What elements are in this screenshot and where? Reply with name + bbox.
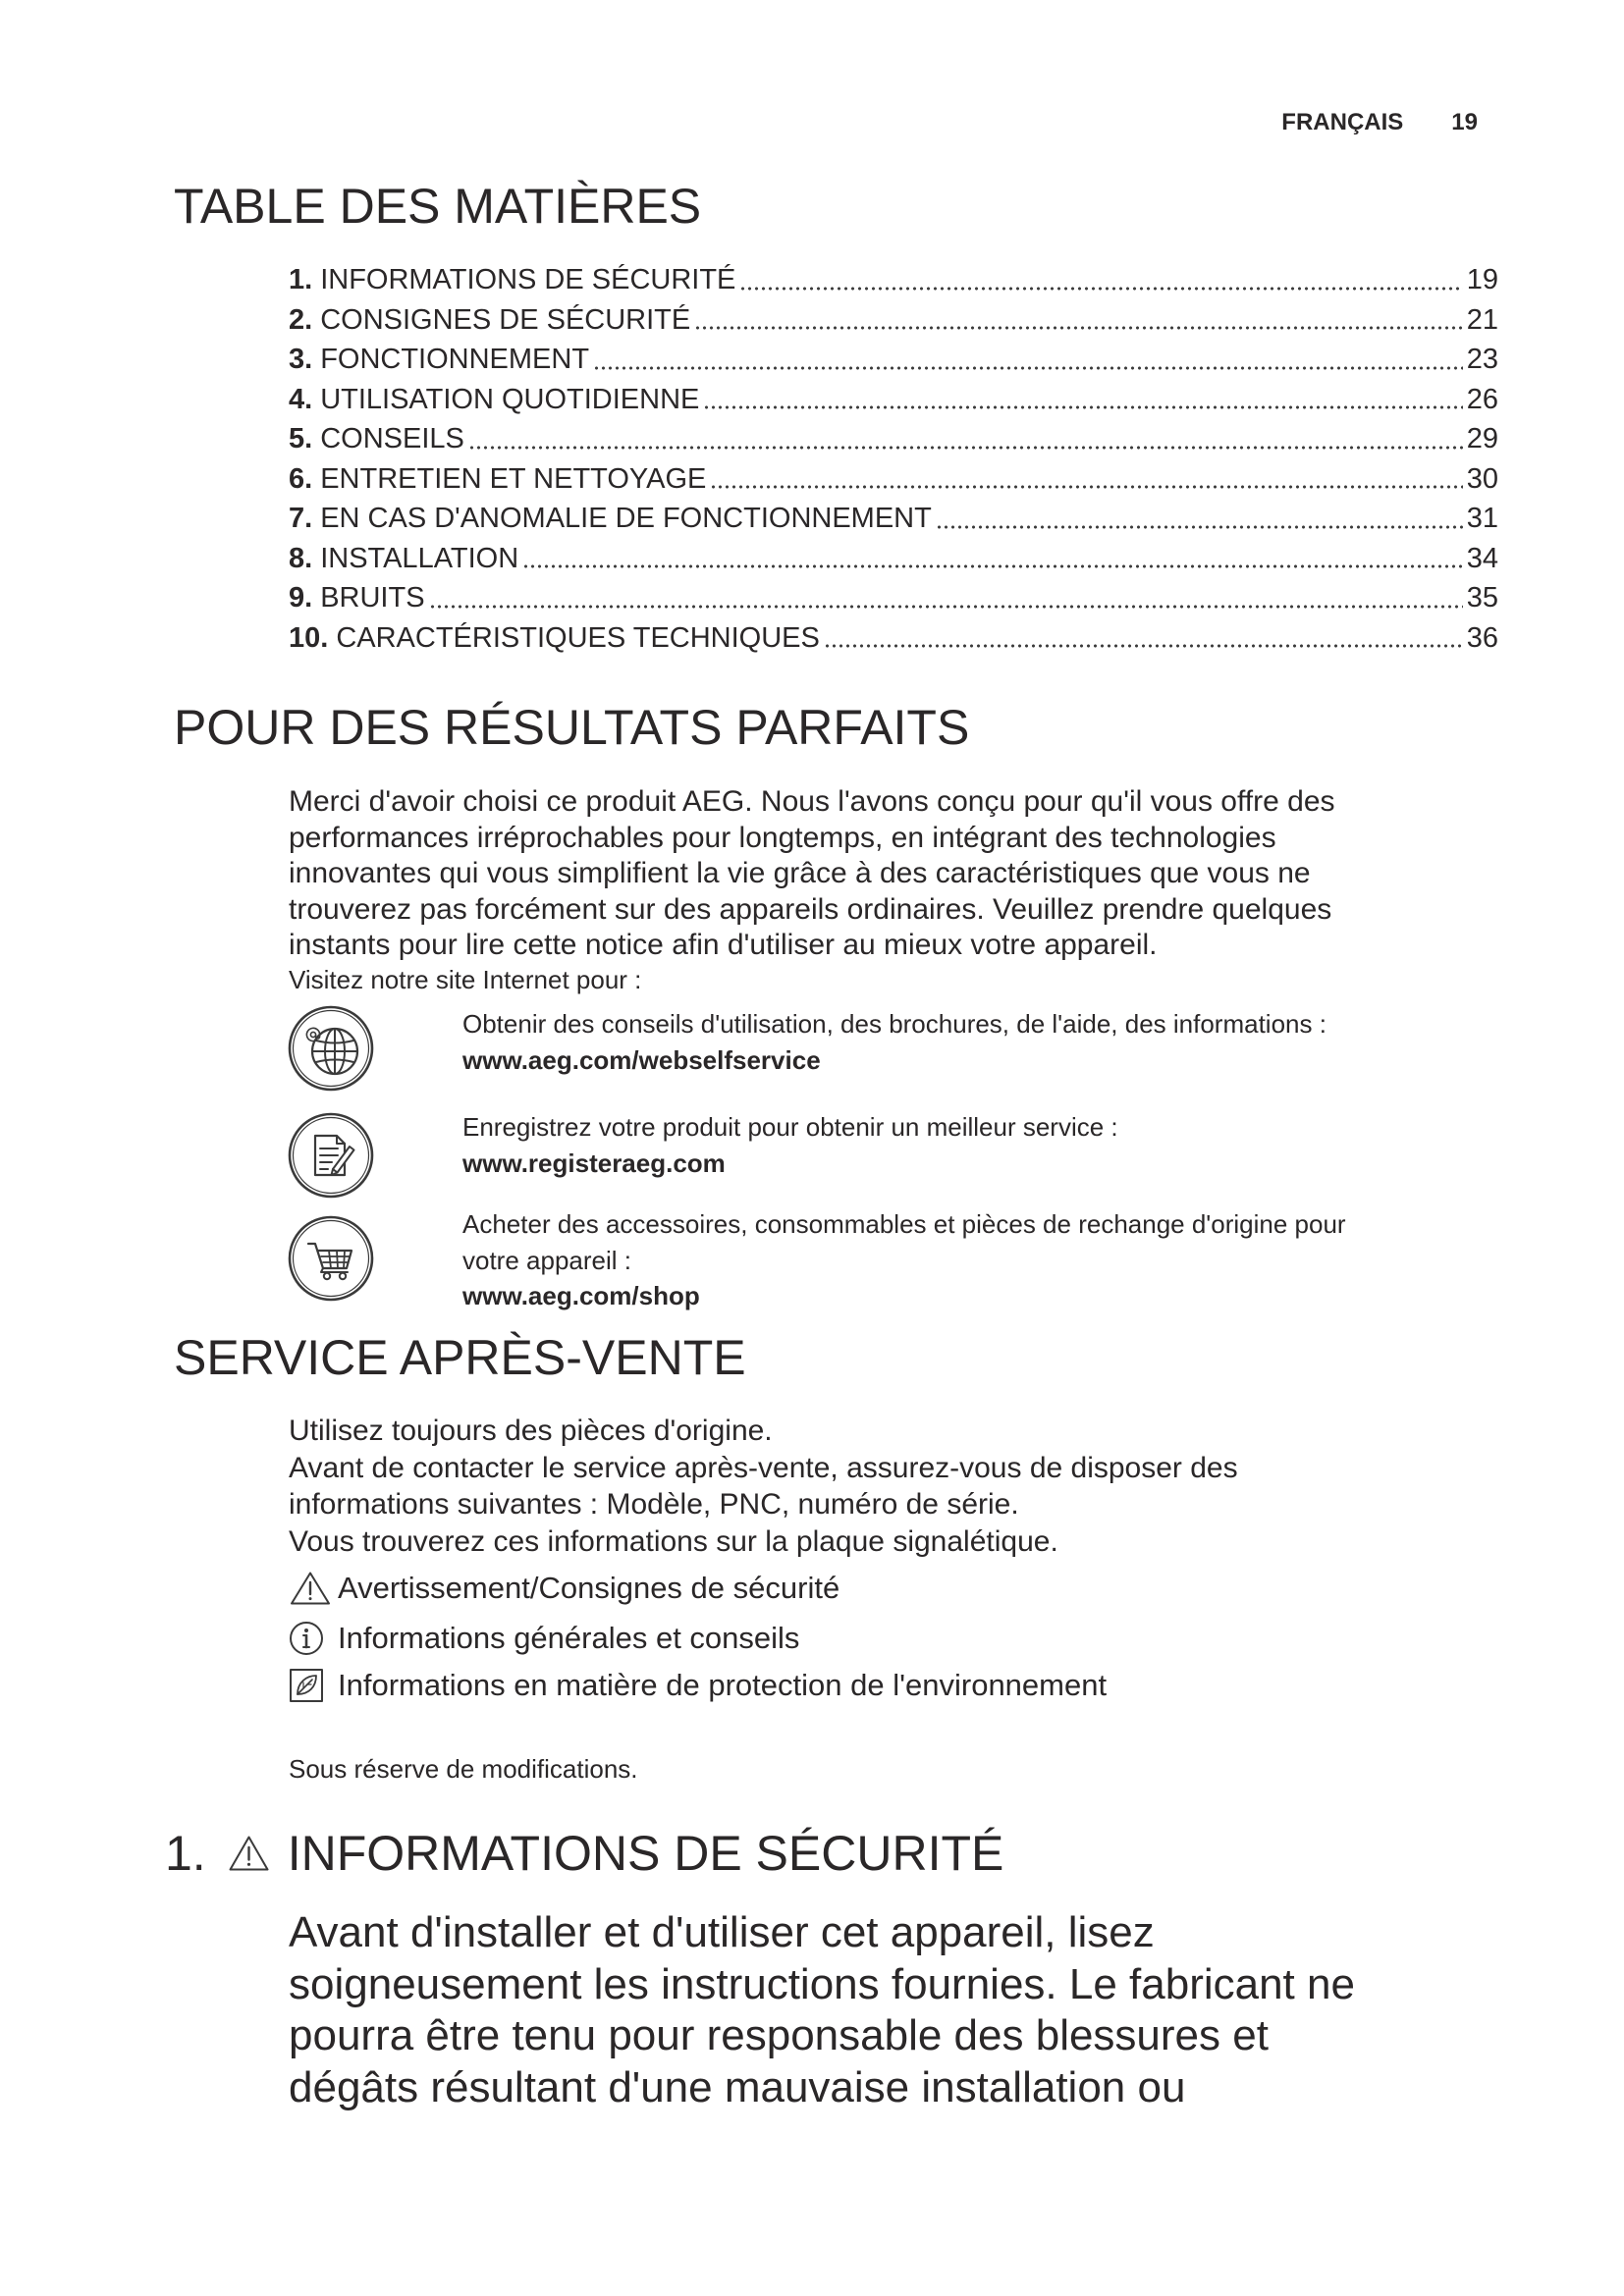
link-description: Acheter des accessoires, consommables et pièces de rechange d'origine pour xyxy=(462,1209,1346,1239)
shop-info xyxy=(462,1206,1346,1314)
toc-entry-page: 26 xyxy=(1466,383,1498,415)
toc-entry-page: 35 xyxy=(1466,582,1498,614)
toc-title: TABLE DES MATIÈRES xyxy=(174,179,702,234)
toc-entry-number: 9. xyxy=(289,582,313,614)
warning-icon xyxy=(289,1567,332,1610)
legend-environment xyxy=(289,1664,1107,1707)
toc-dot-leader xyxy=(593,366,1463,370)
service-title: SERVICE APRÈS-VENTE xyxy=(174,1330,746,1385)
toc-dot-leader xyxy=(936,525,1463,529)
toc-entry xyxy=(289,260,1498,300)
legend-text: Informations en matière de protection de l'environnement xyxy=(338,1668,1108,1702)
toc-entry-title: EN CAS D'ANOMALIE DE FONCTIONNEMENT xyxy=(320,503,932,534)
toc-entry-page: 21 xyxy=(1466,303,1498,336)
toc-entry xyxy=(289,380,1498,420)
register-document-icon xyxy=(287,1111,375,1200)
toc-entry xyxy=(289,300,1498,341)
paragraph-line: Avant d'installer et d'utiliser cet appareil, lisez xyxy=(289,1908,1155,1956)
legend-info xyxy=(289,1617,799,1660)
toc-entry xyxy=(289,578,1498,618)
paragraph-line: Utilisez toujours des pièces d'origine. xyxy=(289,1415,773,1447)
toc-entry-number: 7. xyxy=(289,503,313,534)
toc-entry-title: FONCTIONNEMENT xyxy=(320,344,590,375)
toc-dot-leader xyxy=(522,564,1463,568)
section-number: 1. xyxy=(165,1826,206,1881)
paragraph-line: trouverez pas forcément sur des appareils ordinaires. Veuillez prendre quelques xyxy=(289,892,1332,926)
toc-entry-number: 4. xyxy=(289,383,313,415)
paragraph-line: Merci d'avoir choisi ce produit AEG. Nous l'avons conçu pour qu'il vous offre des xyxy=(289,785,1335,818)
toc-dot-leader xyxy=(739,287,1462,291)
legend-text: Informations générales et conseils xyxy=(338,1621,800,1655)
modification-note: Sous réserve de modifications. xyxy=(289,1754,638,1784)
paragraph-line: soigneusement les instructions fournies. Le fabricant ne xyxy=(289,1959,1355,2008)
table-of-contents xyxy=(289,260,1498,658)
toc-entry-number: 2. xyxy=(289,303,313,336)
toc-entry-page: 30 xyxy=(1466,462,1498,495)
toc-entry-page: 23 xyxy=(1466,344,1498,375)
toc-dot-leader xyxy=(710,485,1462,489)
toc-entry-title: BRUITS xyxy=(320,582,425,614)
environment-leaf-icon xyxy=(289,1664,332,1707)
shop-url: www.aeg.com/shop xyxy=(462,1281,700,1310)
link-description: Obtenir des conseils d'utilisation, des brochures, de l'aide, des informations : xyxy=(462,1009,1326,1039)
paragraph-line: informations suivantes : Modèle, PNC, numéro de série. xyxy=(289,1488,1019,1521)
paragraph-line: Vous trouverez ces informations sur la plaque signalétique. xyxy=(289,1524,1058,1558)
toc-entry-number: 10. xyxy=(289,621,329,654)
toc-entry-page: 34 xyxy=(1466,542,1498,574)
toc-entry-number: 8. xyxy=(289,542,313,574)
toc-dot-leader xyxy=(694,326,1462,330)
toc-entry-title: CONSEILS xyxy=(320,423,464,454)
toc-entry xyxy=(289,340,1498,380)
toc-entry xyxy=(289,618,1498,659)
info-icon xyxy=(289,1617,332,1660)
register-info xyxy=(462,1109,1118,1181)
paragraph-line: dégâts résultant d'une mauvaise installation ou xyxy=(289,2062,1186,2111)
toc-entry-number: 1. xyxy=(289,264,313,295)
header-language: FRANÇAIS xyxy=(1281,109,1404,135)
toc-dot-leader xyxy=(703,405,1462,409)
section-intro-paragraph xyxy=(289,1907,1355,2113)
service-paragraph xyxy=(289,1413,1238,1560)
webselfservice-url: www.aeg.com/webselfservice xyxy=(462,1044,821,1075)
paragraph-line: performances irréprochables pour longtemps, en intégrant des technologies xyxy=(289,821,1276,854)
toc-entry-title: INFORMATIONS DE SÉCURITÉ xyxy=(320,264,736,295)
toc-entry-title: ENTRETIEN ET NETTOYAGE xyxy=(320,462,707,495)
page-number: 19 xyxy=(1451,109,1478,135)
toc-entry-page: 19 xyxy=(1466,264,1498,295)
warning-icon xyxy=(228,1835,270,1872)
paragraph-line: instants pour lire cette notice afin d'utiliser au mieux votre appareil. xyxy=(289,929,1158,961)
results-title: POUR DES RÉSULTATS PARFAITS xyxy=(174,700,970,755)
toc-entry xyxy=(289,419,1498,459)
link-description: Enregistrez votre produit pour obtenir un meilleur service : xyxy=(462,1112,1118,1142)
toc-dot-leader xyxy=(468,446,1463,450)
legend-text: Avertissement/Consignes de sécurité xyxy=(338,1571,840,1605)
visit-label: Visitez notre site Internet pour : xyxy=(289,965,642,994)
page-header xyxy=(1281,106,1478,139)
toc-dot-leader xyxy=(824,644,1463,648)
webselfservice-info xyxy=(462,1006,1326,1078)
toc-entry-page: 31 xyxy=(1466,503,1498,534)
toc-entry-title: CARACTÉRISTIQUES TECHNIQUES xyxy=(336,621,820,654)
toc-entry-title: CONSIGNES DE SÉCURITÉ xyxy=(320,303,691,336)
toc-entry-page: 29 xyxy=(1466,423,1498,454)
paragraph-line: innovantes qui vous simplifient la vie grâce à des caractéristiques que vous ne xyxy=(289,857,1311,889)
toc-entry xyxy=(289,459,1498,500)
globe-at-icon xyxy=(287,1004,375,1093)
section-heading xyxy=(165,1824,1003,1883)
register-url: www.registeraeg.com xyxy=(462,1148,726,1178)
toc-entry-title: UTILISATION QUOTIDIENNE xyxy=(320,383,700,415)
toc-entry-number: 5. xyxy=(289,423,313,454)
toc-entry xyxy=(289,539,1498,579)
section-title: INFORMATIONS DE SÉCURITÉ xyxy=(287,1826,1004,1881)
toc-entry-number: 6. xyxy=(289,462,313,495)
shopping-cart-icon xyxy=(287,1214,375,1303)
toc-entry-page: 36 xyxy=(1466,621,1498,654)
results-paragraph xyxy=(289,784,1335,964)
toc-entry-number: 3. xyxy=(289,344,313,375)
toc-entry xyxy=(289,499,1498,539)
legend-warning xyxy=(289,1567,839,1610)
toc-entry-title: INSTALLATION xyxy=(320,542,519,574)
paragraph-line: pourra être tenu pour responsable des blessures et xyxy=(289,2011,1269,2059)
toc-dot-leader xyxy=(429,605,1463,609)
link-description: votre appareil : xyxy=(462,1245,631,1275)
paragraph-line: Avant de contacter le service après-vente, assurez-vous de disposer des xyxy=(289,1451,1238,1484)
